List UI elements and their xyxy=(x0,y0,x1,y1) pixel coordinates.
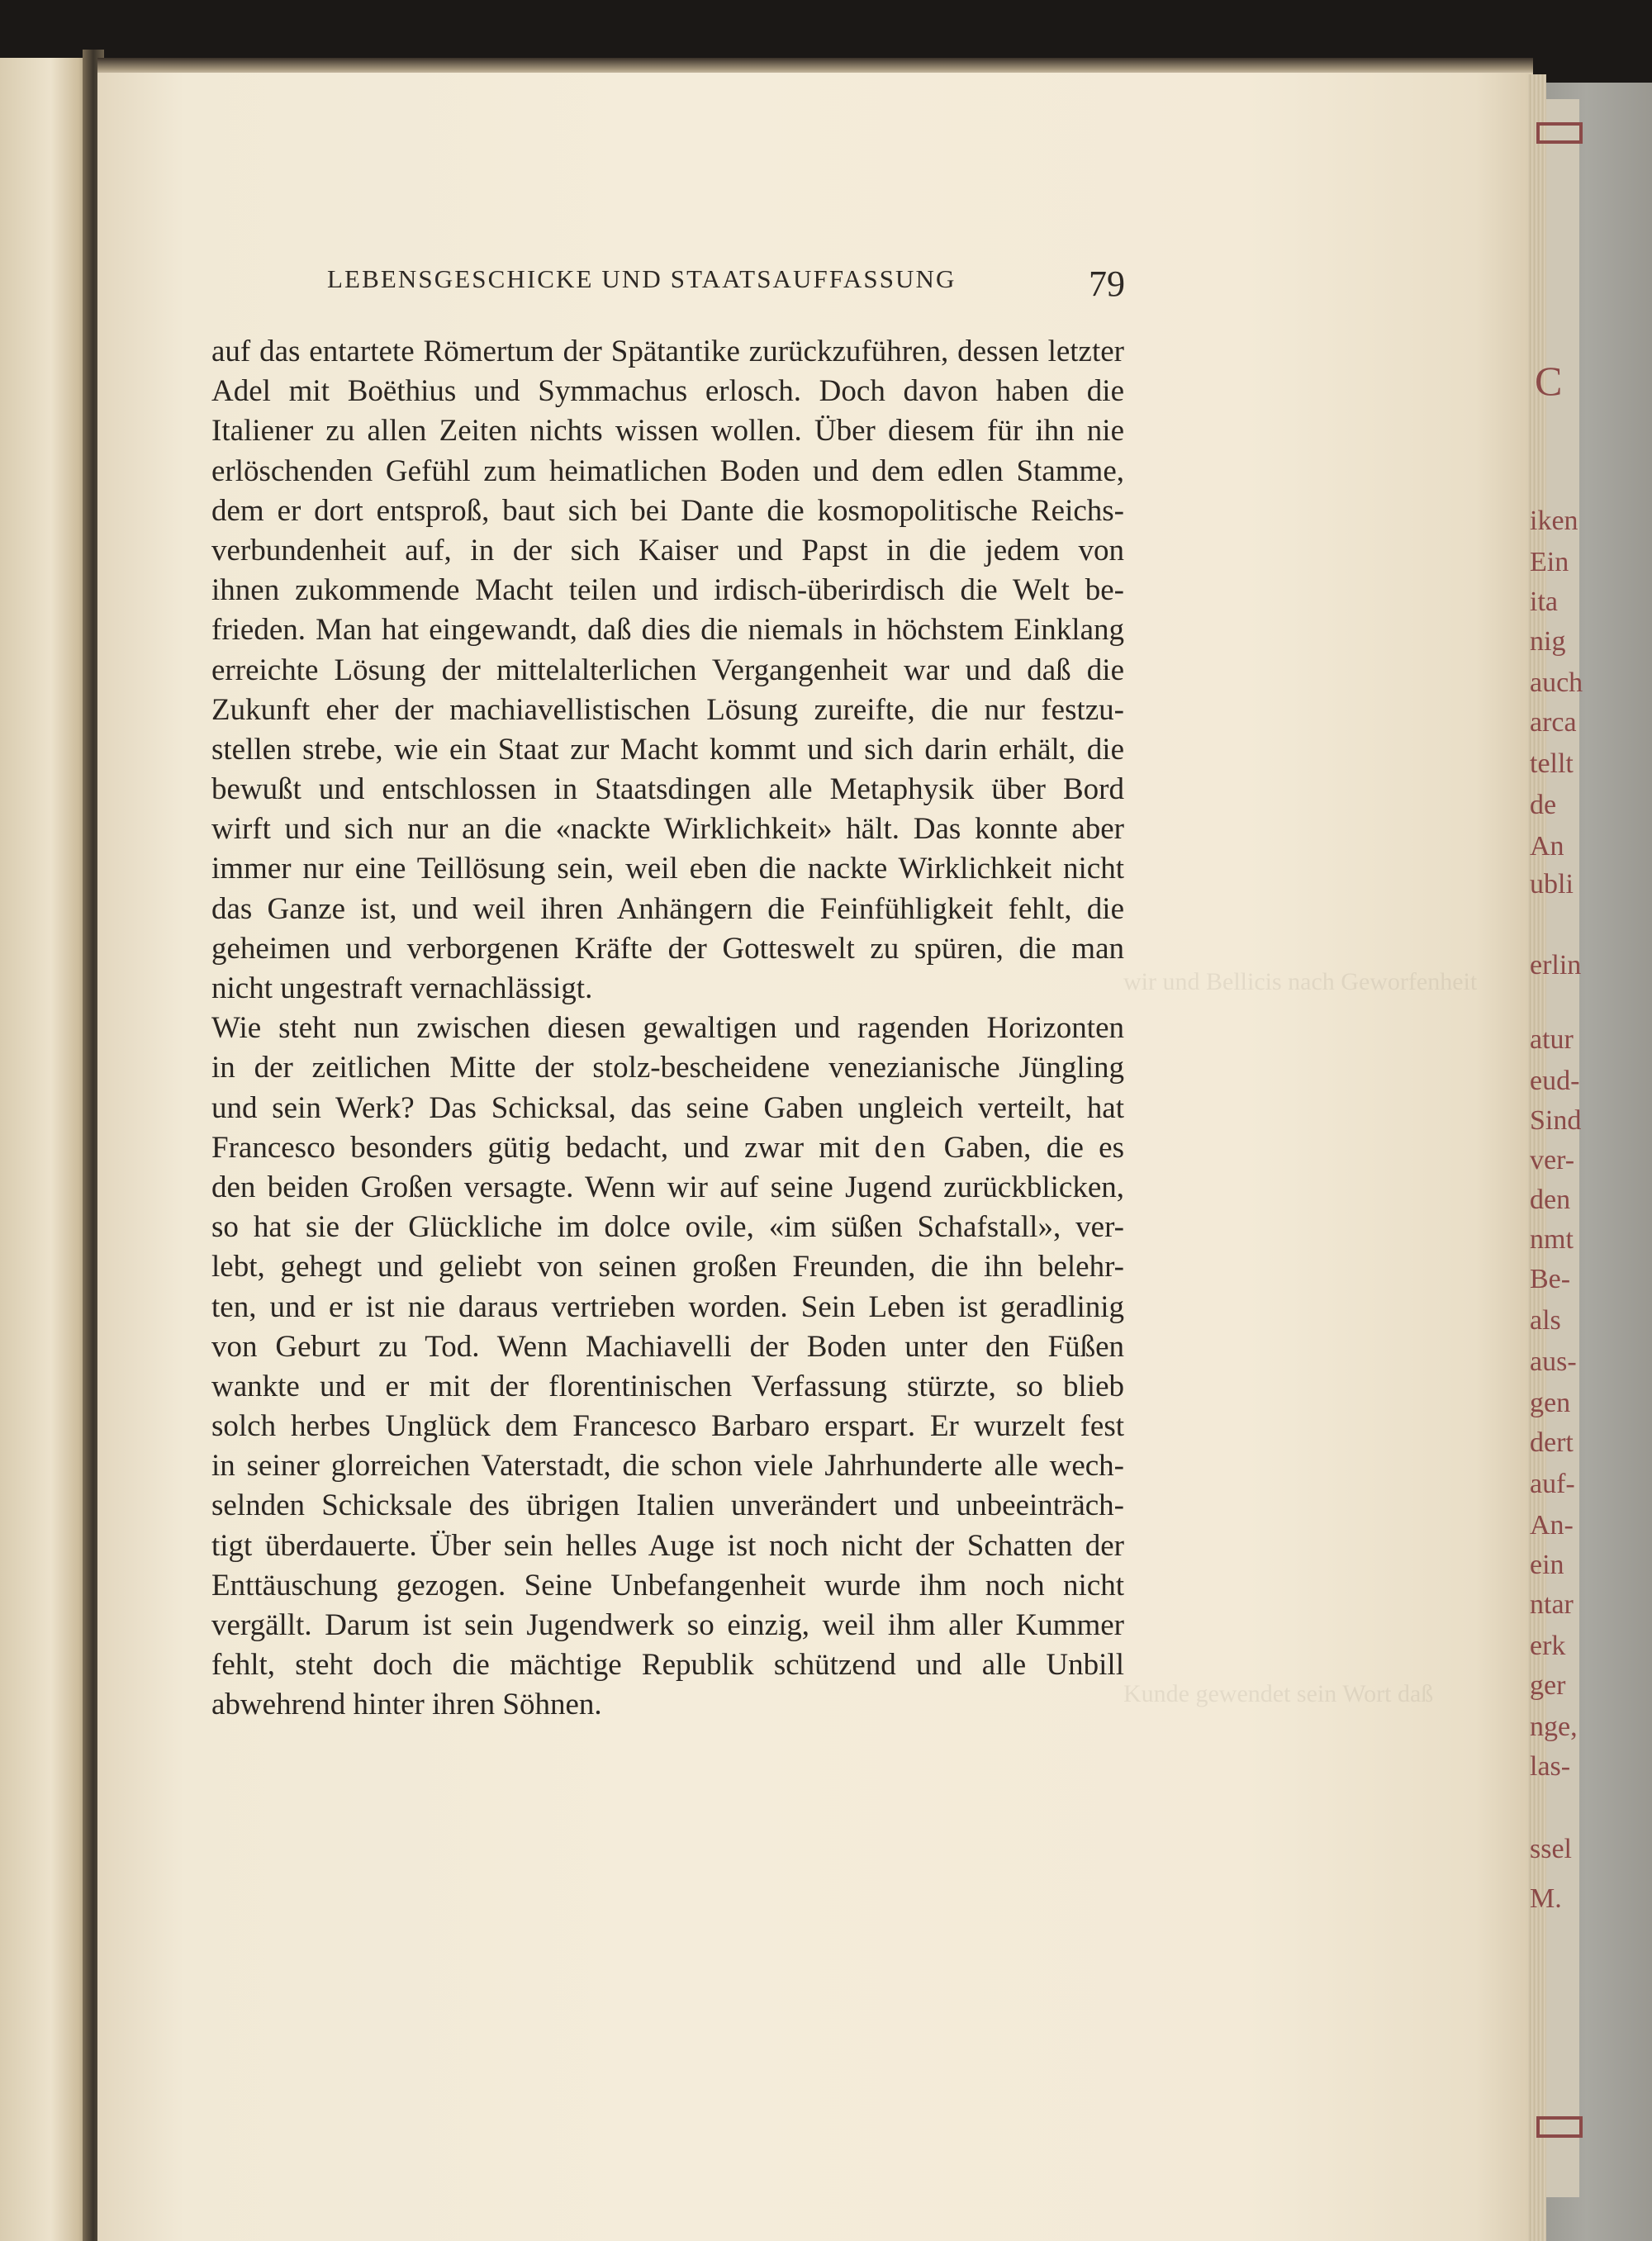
jacket-text-fragment: An- xyxy=(1530,1510,1574,1541)
text-line: in seiner glorreichen Vaterstadt, die schon viele Jahrhunderte alle wech- xyxy=(211,1449,1124,1484)
jacket-text-fragment: nig xyxy=(1530,626,1566,657)
text-line: in der zeitlichen Mitte der stolz-bescheidene venezianische Jüngling xyxy=(211,1051,1124,1085)
jacket-text-fragment: erlin xyxy=(1530,950,1582,980)
text-line: solch herbes Unglück dem Francesco Barbaro erspart. Er wurzelt fest xyxy=(211,1409,1124,1444)
body-text xyxy=(211,332,1124,1726)
text-line: Wie steht nun zwischen diesen gewaltigen und ragenden Horizonten xyxy=(211,1011,1124,1046)
page-number: 79 xyxy=(1089,264,1125,304)
text-line: geheimen und verborgenen Kräfte der Gotteswelt zu spüren, die man xyxy=(211,931,1124,966)
jacket-text-fragment: iken xyxy=(1530,506,1578,536)
text-line: fehlt, steht doch die mächtige Republik schützend und alle Unbill xyxy=(211,1648,1124,1683)
text-line: frieden. Man hat eingewandt, daß dies die niemals in höchstem Einklang xyxy=(211,613,1124,648)
text-line: bewußt und entschlossen in Staatsdingen alle Metaphysik über Bord xyxy=(211,772,1124,807)
left-page-edge xyxy=(0,58,93,2241)
show-through: wir und Bellicis nach Geworfenheit xyxy=(1123,968,1478,995)
text-line: dem er dort entsproß, baut sich bei Dante die kosmopolitische Reichs- xyxy=(211,493,1124,528)
text-line: erreichte Lösung der mittelalterlichen Vergangenheit war und daß die xyxy=(211,653,1124,687)
jacket-text-fragment: als xyxy=(1530,1305,1561,1336)
show-through: Kunde gewendet sein Wort daß xyxy=(1123,1680,1434,1707)
text-line: abwehrend hinter ihren Söhnen. xyxy=(211,1688,602,1722)
text-line: das Ganze ist, und weil ihren Anhängern die Feinfühligkeit fehlt, die xyxy=(211,891,1124,926)
jacket-text-fragment: ubli xyxy=(1530,869,1574,900)
jacket-text-fragment: erk xyxy=(1530,1631,1566,1661)
text-line: den beiden Großen versagte. Wenn wir auf seine Jugend zurückblicken, xyxy=(211,1170,1124,1204)
text-line: auf das entartete Römertum der Spätantike zurückzuführen, dessen letzter xyxy=(211,335,1124,368)
text-line: wankte und er mit der florentinischen Verfassung stürzte, so blieb xyxy=(211,1369,1124,1403)
jacket-text-fragment: ein xyxy=(1530,1550,1564,1580)
text-line: selnden Schicksale des übrigen Italien unverändert und unbeeinträch- xyxy=(211,1488,1124,1523)
jacket-text-fragment: An xyxy=(1530,831,1564,862)
text-line: immer nur eine Teillösung sein, weil eben die nackte Wirklichkeit nicht xyxy=(211,852,1124,886)
text-line: Zukunft eher der machiavellistischen Lösung zureifte, die nur festzu- xyxy=(211,692,1124,727)
jacket-text-fragment: Sind xyxy=(1530,1105,1582,1136)
text-line: tigt überdauerte. Über sein helles Auge ist noch nicht der Schatten der xyxy=(211,1528,1124,1563)
text-line: Enttäuschung gezogen. Seine Unbefangenheit wurde ihm noch nicht xyxy=(211,1568,1124,1602)
jacket-text-fragment: Ein xyxy=(1530,547,1569,577)
text-line: Adel mit Boëthius und Symmachus erlosch. Doch davon haben die xyxy=(211,374,1124,409)
jacket-ornament-top xyxy=(1536,122,1583,144)
text-line: Francesco besonders gütig bedacht, und zwar mit den Gaben, die es xyxy=(211,1130,1124,1165)
text-line: von Geburt zu Tod. Wenn Machiavelli der Boden unter den Füßen xyxy=(211,1329,1124,1364)
jacket-text-fragment: Be- xyxy=(1530,1264,1571,1294)
text-line: stellen strebe, wie ein Staat zur Macht kommt und sich darin erhält, die xyxy=(211,732,1124,767)
jacket-text-fragment: aus- xyxy=(1530,1346,1577,1377)
text-line: ten, und er ist nie daraus vertrieben worden. Sein Leben ist geradlinig xyxy=(211,1289,1124,1324)
jacket-text-fragment: nmt xyxy=(1530,1224,1574,1255)
jacket-text-fragment: ver- xyxy=(1530,1145,1575,1175)
jacket-text-fragment: C xyxy=(1535,358,1563,404)
jacket-text-fragment: auf- xyxy=(1530,1469,1575,1499)
text-line: so hat sie der Glückliche im dolce ovile, «im süßen Schafstall», ver- xyxy=(211,1210,1124,1245)
jacket-text-fragment: auch xyxy=(1530,667,1583,698)
jacket-text-fragment: dert xyxy=(1530,1427,1574,1458)
text-line: erlöschenden Gefühl zum heimatlichen Boden und dem edlen Stamme, xyxy=(211,453,1124,488)
jacket-text-fragment: gen xyxy=(1530,1388,1571,1418)
text-line: verbundenheit auf, in der sich Kaiser und Papst in die jedem von xyxy=(211,533,1124,567)
running-header: LEBENSGESCHICKE UND STAATSAUFFASSUNG xyxy=(327,264,957,293)
text-line: Italiener zu allen Zeiten nichts wissen wollen. Über diesem für ihn nie xyxy=(211,414,1124,449)
jacket-text-fragment: nge, xyxy=(1530,1712,1578,1742)
jacket-text-fragment: ger xyxy=(1530,1670,1566,1701)
jacket-text-fragment: M. xyxy=(1530,1883,1562,1914)
jacket-ornament-bottom xyxy=(1536,2116,1583,2138)
text-line: nicht ungestraft vernachlässigt. xyxy=(211,971,593,1005)
text-line: vergällt. Darum ist sein Jugendwerk so einzig, weil ihm aller Kummer xyxy=(211,1608,1124,1642)
jacket-text-fragment: ntar xyxy=(1530,1589,1574,1620)
jacket-text-fragment: eud- xyxy=(1530,1066,1580,1096)
jacket-text-fragment: den xyxy=(1530,1185,1571,1215)
jacket-text-fragment: atur xyxy=(1530,1024,1574,1055)
jacket-text-fragment: tellt xyxy=(1530,748,1574,779)
jacket-text-fragment: arca xyxy=(1530,707,1577,738)
jacket-text-fragment: ssel xyxy=(1530,1834,1572,1864)
jacket-text-fragment: las- xyxy=(1530,1751,1571,1782)
text-line: und sein Werk? Das Schicksal, das seine Gaben ungleich verteilt, hat xyxy=(211,1090,1124,1125)
text-line: ihnen zukommende Macht teilen und irdisch-überirdisch die Welt be- xyxy=(211,573,1124,608)
text-line: lebt, gehegt und geliebt von seinen großen Freunden, die ihn belehr- xyxy=(211,1250,1124,1284)
jacket-text-fragment: ita xyxy=(1530,586,1558,617)
text-line: wirft und sich nur an die «nackte Wirklichkeit» hält. Das konnte aber xyxy=(211,812,1124,847)
jacket-text-fragment: de xyxy=(1530,790,1557,820)
